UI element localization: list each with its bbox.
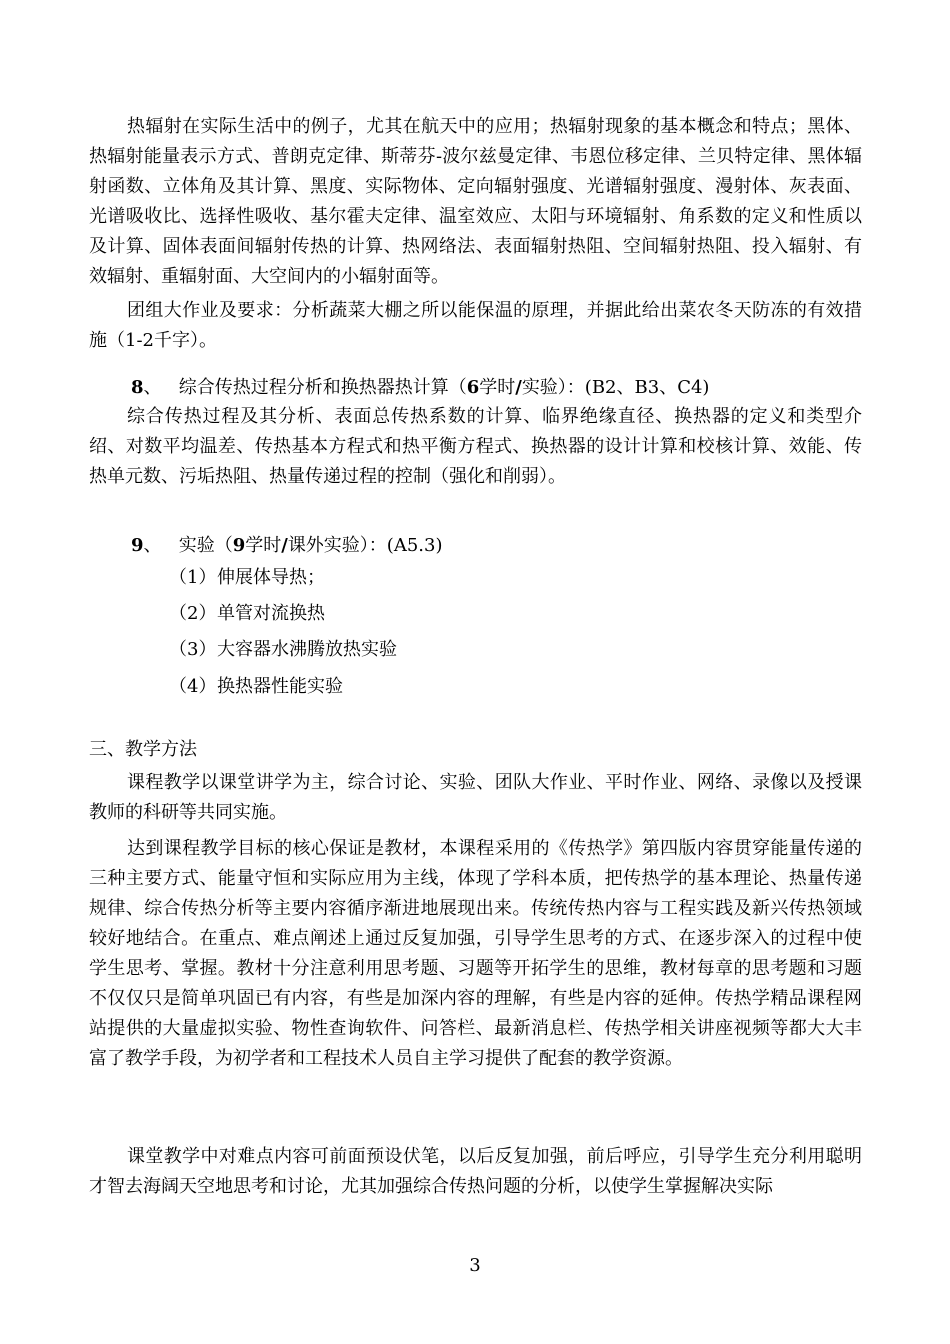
experiment-item <box>169 602 325 626</box>
paragraph-classroom-teaching: 课堂教学中对难点内容可前面预设伏笔，以后反复加强，前后呼应，引导学生充分利用聪明才智去海阔天空地思考和讨论，尤其加强综合传热问题的分析，以使学生掌握解决实际 <box>89 1146 862 1197</box>
page-number: 3 <box>469 1255 481 1276</box>
item-9-separator: 、 <box>143 535 162 556</box>
experiment-text: 换热器性能实验 <box>217 676 343 697</box>
item-9-title-suffix: 课外实验）：(A5.3) <box>287 535 443 556</box>
item-9-heading <box>131 534 442 558</box>
experiment-label: （3） <box>169 639 217 660</box>
item-9-title-prefix: 实验（ <box>178 535 233 556</box>
paragraph-group-assignment: 团组大作业及要求：分析蔬菜大棚之所以能保温的原理，并据此给出菜农冬天防冻的有效措施（1-2千字）。 <box>89 300 862 351</box>
item-8-title-hours-unit: 学时 <box>479 377 516 398</box>
item-8-slash: / <box>515 377 522 398</box>
paragraph-combined-heat-transfer: 综合传热过程及其分析、表面总传热系数的计算、临界绝缘直径、换热器的定义和类型介绍、对数平均温差、传热基本方程式和热平衡方程式、换热器的设计计算和校核计算、效能、传热单元数、污垢热阻、热量传递过程的控制（强化和削弱）。 <box>89 406 862 487</box>
item-8-heading <box>131 376 709 400</box>
section-heading-teaching-methods: 三、教学方法 <box>89 739 197 760</box>
item-8-number: 8 <box>131 377 144 398</box>
paragraph-teaching-approach: 课程教学以课堂讲学为主，综合讨论、实验、团队大作业、平时作业、网络、录像以及授课教师的科研等共同实施。 <box>89 772 862 823</box>
experiment-text: 大容器水沸腾放热实验 <box>217 639 397 660</box>
experiment-item <box>169 675 343 699</box>
experiment-label: （4） <box>169 676 217 697</box>
experiment-text: 单管对流换热 <box>217 603 325 624</box>
item-9-slash: / <box>281 535 288 556</box>
experiment-text: 伸展体导热； <box>217 567 325 588</box>
paragraph-radiation-topics: 热辐射在实际生活中的例子，尤其在航天中的应用；热辐射现象的基本概念和特点；黑体、热辐射能量表示方式、普朗克定律、斯蒂芬-波尔兹曼定律、韦恩位移定律、兰贝特定律、黑体辐射函数、立体角及其计算、黑度、实际物体、定向辐射强度、光谱辐射强度、漫射体、灰表面、光谱吸收比、选择性吸收、基尔霍夫定律、温室效应、太阳与环境辐射、角系数的定义和性质以及计算、固体表面间辐射传热的计算、热网络法、表面辐射热阻、空间辐射热阻、投入辐射、有效辐射、重辐射面、大空间内的小辐射面等。 <box>89 116 862 287</box>
item-8-separator: 、 <box>143 377 162 398</box>
experiment-item <box>169 638 397 662</box>
item-8-title-prefix: 综合传热过程分析和换热器热计算（ <box>178 377 467 398</box>
experiment-label: （2） <box>169 603 217 624</box>
item-8-title-suffix: 实验）：(B2、B3、C4) <box>521 377 710 398</box>
experiment-item <box>169 566 325 590</box>
experiment-label: （1） <box>169 567 217 588</box>
item-9-hours: 9 <box>232 535 246 556</box>
item-8-hours: 6 <box>466 377 480 398</box>
paragraph-textbook: 达到课程教学目标的核心保证是教材，本课程采用的《传热学》第四版内容贯穿能量传递的三种主要方式、能量守恒和实际应用为主线，体现了学科本质，把传热学的基本理论、热量传递规律、综合传热分析等主要内容循序渐进地展现出来。传统传热内容与工程实践及新兴传热领域较好地结合。在重点、难点阐述上通过反复加强，引导学生思考的方式、在逐步深入的过程中使学生思考、掌握。教材十分注意利用思考题、习题等开拓学生的思维，教材每章的思考题和习题不仅仅只是简单巩固已有内容，有些是加深内容的理解，有些是内容的延伸。传热学精品课程网站提供的大量虚拟实验、物性查询软件、问答栏、最新消息栏、传热学相关讲座视频等都大大丰富了教学手段，为初学者和工程技术人员自主学习提供了配套的教学资源。 <box>89 838 862 1069</box>
item-9-number: 9 <box>131 535 144 556</box>
item-9-title-hours-unit: 学时 <box>245 535 282 556</box>
